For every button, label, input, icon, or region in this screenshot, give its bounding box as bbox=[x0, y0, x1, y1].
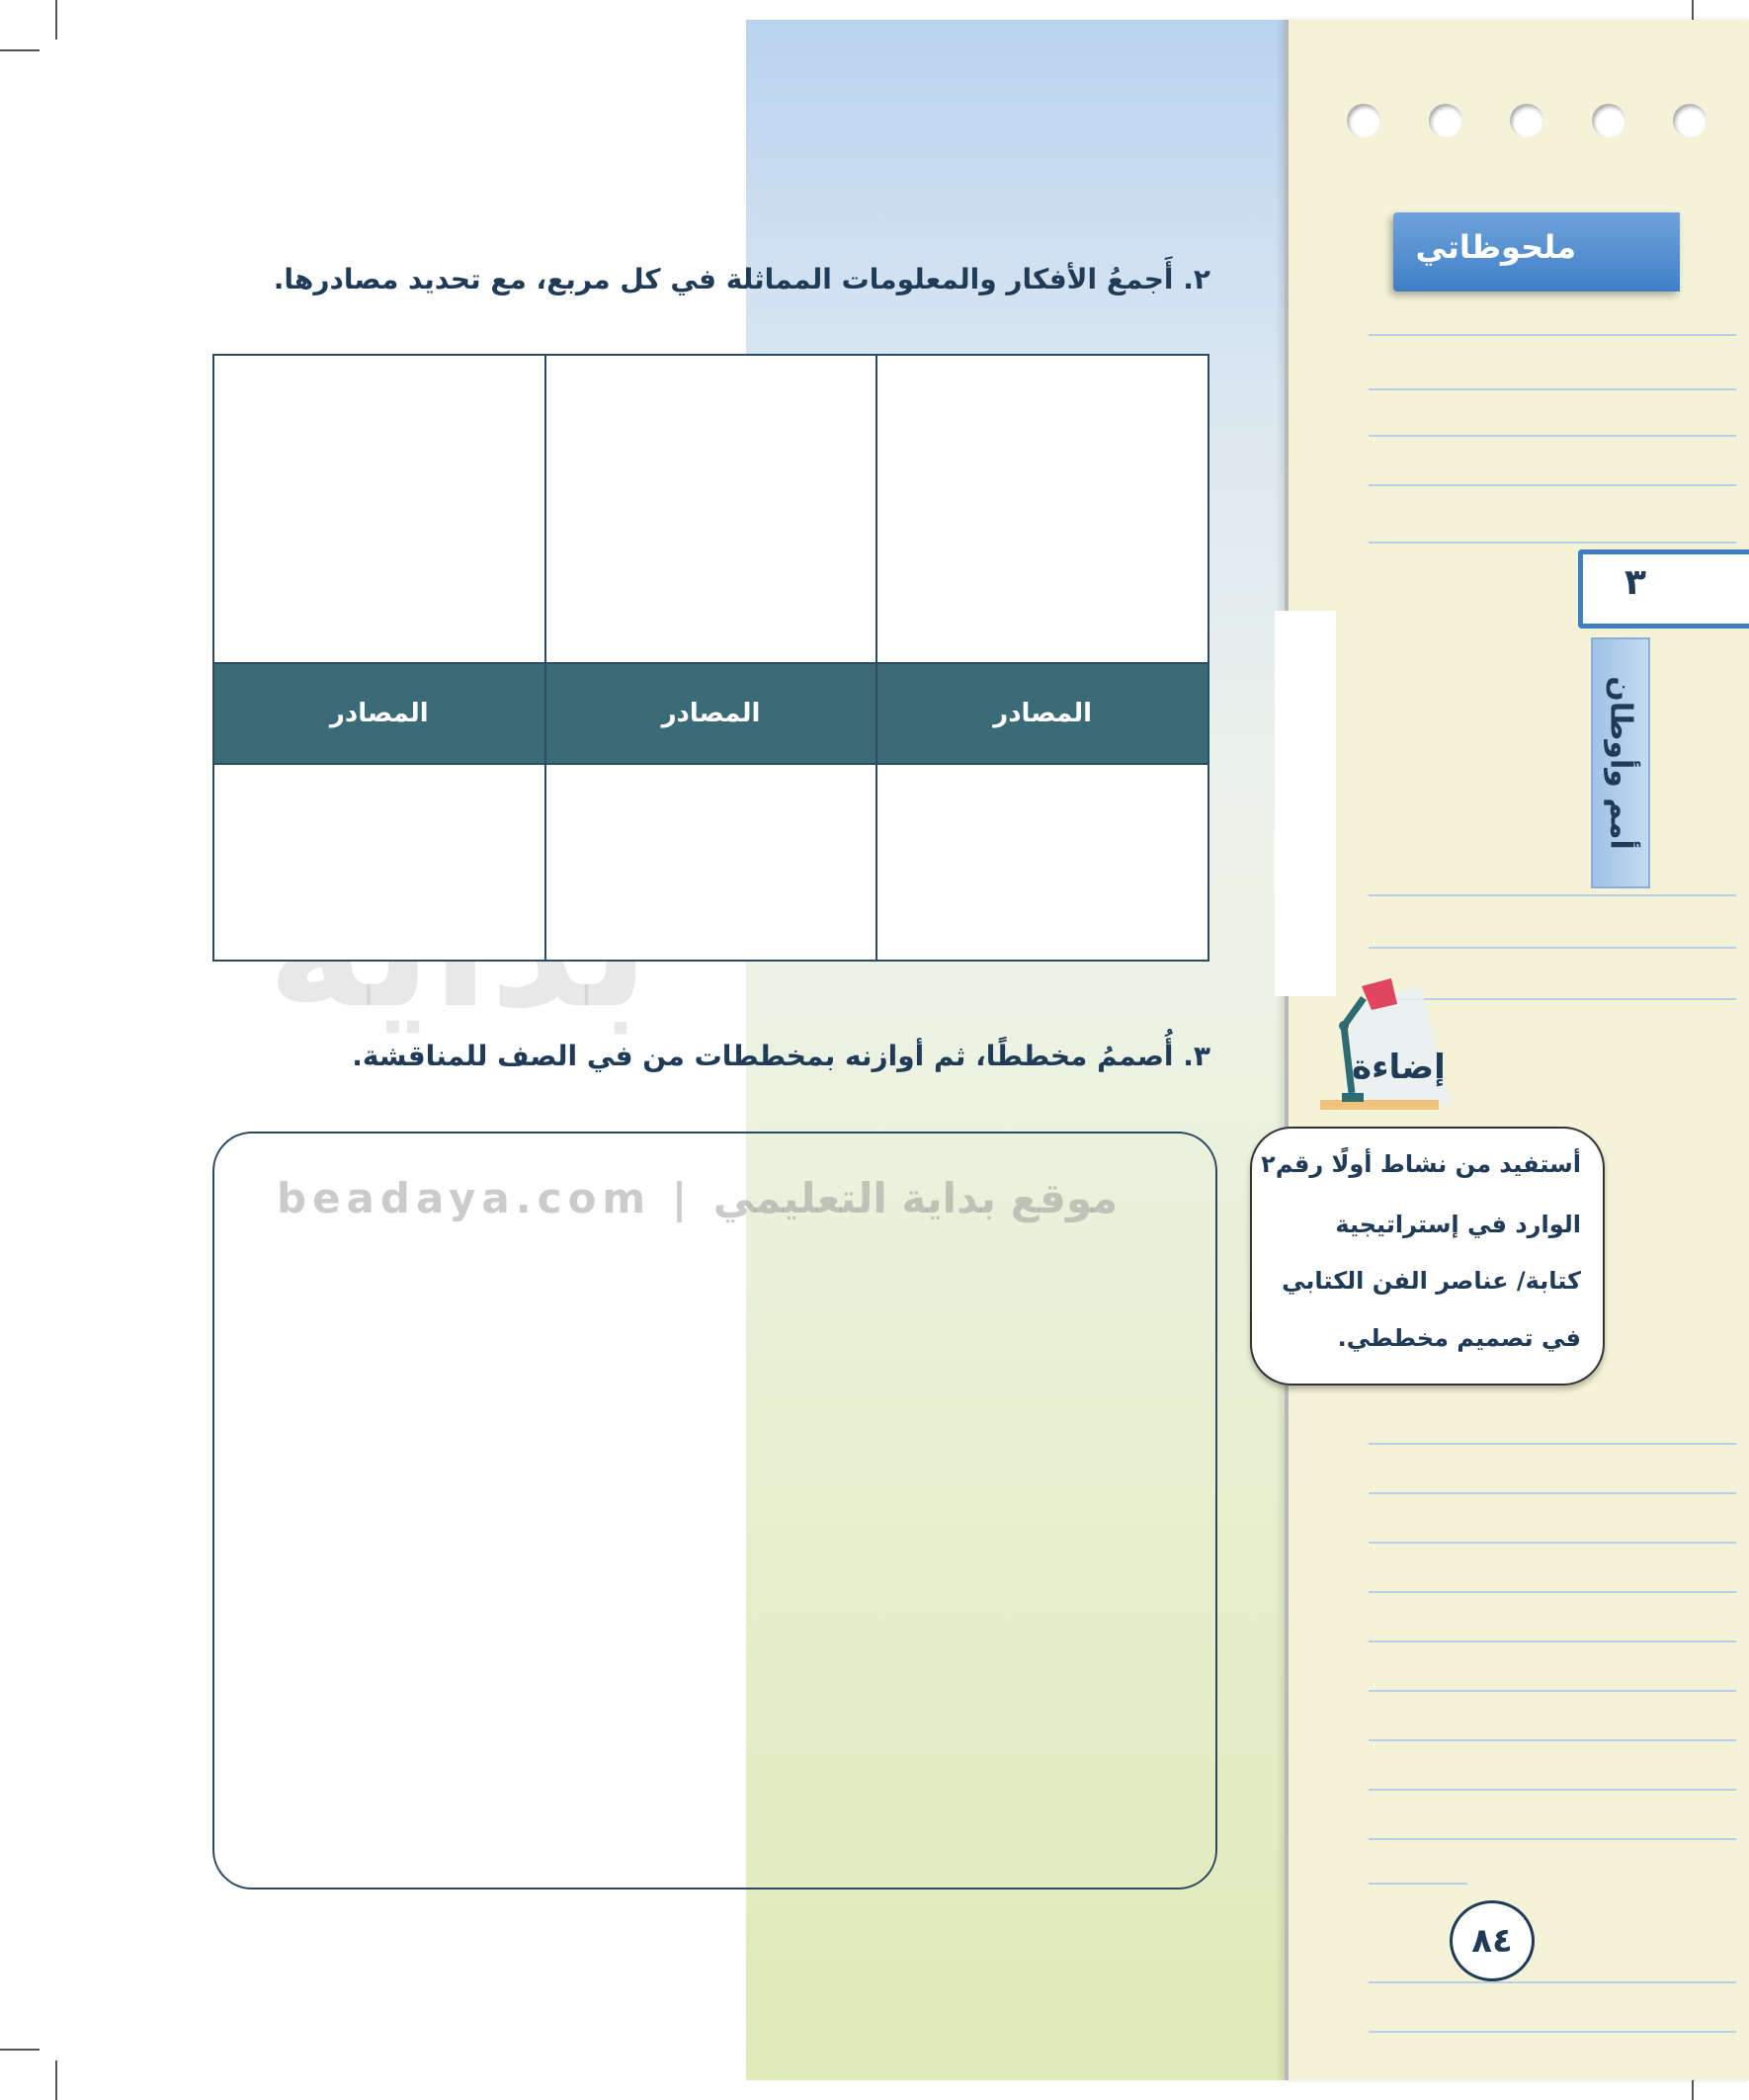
sources-cell[interactable] bbox=[213, 764, 545, 961]
page-edge-patch bbox=[1275, 611, 1336, 996]
sources-cell[interactable] bbox=[545, 764, 877, 961]
notebook-line bbox=[1369, 1739, 1736, 1741]
question-2-text: ٢. أَجمعُ الأفكار والمعلومات المماثلة في كل مربع، مع تحديد مصادرها. bbox=[273, 263, 1210, 295]
diagram-drawing-area[interactable] bbox=[212, 1132, 1217, 1890]
tip-line: كتابة/ عناصر الفن الكتابي bbox=[1282, 1267, 1581, 1295]
notes-tab bbox=[1393, 212, 1680, 292]
binder-ring bbox=[1347, 104, 1380, 137]
notebook-line bbox=[1369, 1981, 1736, 1983]
page-number: ٨٤ bbox=[1471, 1921, 1513, 1961]
sources-header: المصادر bbox=[213, 663, 545, 764]
grid-row bbox=[213, 764, 1208, 961]
notebook-line bbox=[1369, 1883, 1467, 1885]
grid-row bbox=[213, 355, 1208, 663]
notebook-line bbox=[1369, 542, 1736, 544]
notebook-line bbox=[1369, 1591, 1736, 1593]
notebook-line bbox=[1369, 484, 1736, 486]
sources-header-row bbox=[213, 663, 1208, 764]
watermark-subtitle: beadaya.com | موقع بداية التعليمي bbox=[277, 1174, 1119, 1222]
lamp-icon bbox=[1302, 966, 1480, 1125]
grid-cell[interactable] bbox=[876, 355, 1208, 663]
question-3-text: ٣. أُصممُ مخططًا، ثم أوازنه بمخططات من في الصف للمناقشة. bbox=[352, 1040, 1210, 1072]
crop-mark bbox=[0, 2049, 40, 2051]
notebook-line bbox=[1369, 1443, 1736, 1445]
notebook-line bbox=[1369, 435, 1736, 437]
notebook-line bbox=[1369, 388, 1736, 390]
tip-line: في تصميم مخططي. bbox=[1337, 1324, 1581, 1352]
page-number-badge bbox=[1450, 1900, 1535, 1981]
notebook-line bbox=[1369, 1838, 1736, 1840]
crop-mark bbox=[55, 2060, 57, 2100]
crop-mark bbox=[0, 49, 40, 51]
grid-cell[interactable] bbox=[545, 355, 877, 663]
tip-callout bbox=[1250, 1127, 1605, 1386]
tip-line: الوارد في إستراتيجية bbox=[1335, 1211, 1581, 1238]
binder-ring bbox=[1429, 104, 1462, 137]
grid-cell[interactable] bbox=[213, 355, 545, 663]
notebook-line bbox=[1369, 334, 1736, 336]
unit-number: ٣ bbox=[1624, 562, 1646, 603]
unit-number-box bbox=[1578, 549, 1749, 629]
notebook-line bbox=[1369, 947, 1736, 949]
binder-ring bbox=[1673, 104, 1707, 137]
binder-ring bbox=[1510, 104, 1543, 137]
notebook-line bbox=[1369, 894, 1736, 896]
notebook-line bbox=[1369, 2031, 1736, 2033]
notebook-line bbox=[1369, 1542, 1736, 1544]
tip-line: أستفيد من نشاط أولًا رقم٢ bbox=[1261, 1150, 1581, 1178]
unit-title-ribbon bbox=[1591, 637, 1650, 888]
unit-title: أمم وأوطان bbox=[1603, 676, 1638, 850]
notebook-line bbox=[1369, 1789, 1736, 1791]
tip-title: إضاءة bbox=[1352, 1048, 1446, 1087]
notebook-line bbox=[1369, 1640, 1736, 1642]
notes-tab-label: ملحوظاتي bbox=[1415, 228, 1576, 266]
notebook-line bbox=[1369, 1492, 1736, 1494]
notebook-line bbox=[1369, 1690, 1736, 1692]
sources-header: المصادر bbox=[876, 663, 1208, 764]
binder-ring bbox=[1592, 104, 1625, 137]
sources-header: المصادر bbox=[545, 663, 877, 764]
sources-cell[interactable] bbox=[876, 764, 1208, 961]
crop-mark bbox=[55, 0, 57, 40]
ideas-grid bbox=[212, 354, 1209, 962]
